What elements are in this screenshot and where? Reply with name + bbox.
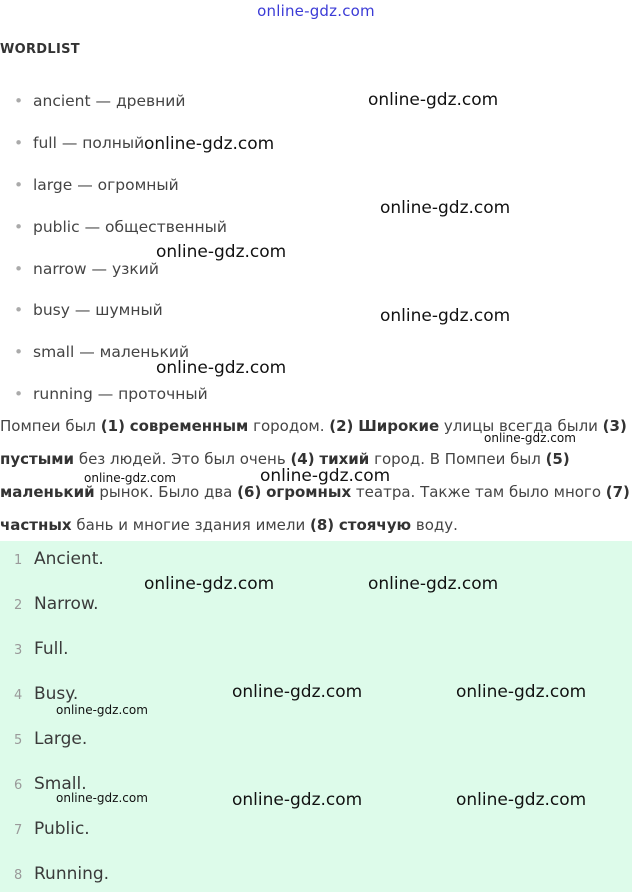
bullet-icon: • xyxy=(14,92,24,110)
site-header-link[interactable]: online-gdz.com xyxy=(257,2,375,20)
word-pair: busy — шумный xyxy=(33,301,163,319)
bullet-icon: • xyxy=(14,343,24,361)
bullet-icon: • xyxy=(14,218,24,236)
answer-text: Large. xyxy=(34,729,88,749)
watermark-text: online-gdz.com xyxy=(232,682,363,702)
answer-text: Small. xyxy=(34,774,87,794)
answer-word: частных xyxy=(0,516,72,534)
answer-text: Running. xyxy=(34,864,110,884)
answer-number: 3 xyxy=(14,643,23,658)
watermark-text: online-gdz.com xyxy=(144,134,275,154)
answer-number: 6 xyxy=(14,778,23,793)
list-item xyxy=(14,385,208,403)
answer-row xyxy=(14,639,68,659)
answer-word: стоячую xyxy=(338,516,412,534)
answer-text: Public. xyxy=(34,819,90,839)
watermark-text: online-gdz.com xyxy=(456,790,587,810)
list-item xyxy=(14,260,159,278)
answer-word: огромных xyxy=(266,483,352,501)
wordlist-title: WORDLIST xyxy=(0,42,80,57)
answer-number: 2 xyxy=(14,598,23,613)
answer-text: Full. xyxy=(34,639,69,659)
bullet-icon: • xyxy=(14,176,24,194)
answer-word: Широкие xyxy=(358,417,440,435)
answer-word: маленький xyxy=(0,483,95,501)
answer-word: современным xyxy=(129,417,249,435)
answer-row xyxy=(14,819,90,839)
watermark-text: online-gdz.com xyxy=(368,90,499,110)
bullet-icon: • xyxy=(14,134,24,152)
word-pair: large — огромный xyxy=(33,176,179,194)
bullet-icon: • xyxy=(14,260,24,278)
watermark-text: online-gdz.com xyxy=(232,790,363,810)
paragraph-line: частных бань и многие здания имели (8) стоячую воду. xyxy=(0,516,458,534)
watermark-text: online-gdz.com xyxy=(56,791,148,805)
bullet-icon: • xyxy=(14,301,24,319)
watermark-text: online-gdz.com xyxy=(260,466,391,486)
watermark-text: online-gdz.com xyxy=(56,703,148,717)
word-pair: narrow — узкий xyxy=(33,260,159,278)
watermark-text: online-gdz.com xyxy=(156,358,287,378)
watermark-text: online-gdz.com xyxy=(380,306,511,326)
answer-row xyxy=(14,864,109,884)
watermark-text: online-gdz.com xyxy=(380,198,511,218)
answer-row xyxy=(14,729,87,749)
word-pair: ancient — древний xyxy=(33,92,186,110)
list-item xyxy=(14,301,163,319)
watermark-text: online-gdz.com xyxy=(484,431,576,445)
word-pair: full — полный xyxy=(33,134,145,152)
answer-word: тихий xyxy=(319,450,370,468)
watermark-text: online-gdz.com xyxy=(368,574,499,594)
answer-row xyxy=(14,684,78,704)
bullet-icon: • xyxy=(14,385,24,403)
watermark-text: online-gdz.com xyxy=(456,682,587,702)
list-item xyxy=(14,176,179,194)
answer-number: 7 xyxy=(14,823,23,838)
answer-number: 8 xyxy=(14,868,23,883)
watermark-text: online-gdz.com xyxy=(84,471,176,485)
answer-text: Narrow. xyxy=(34,594,99,614)
paragraph-line: маленький рынок. Было два (6) огромных театра. Также там было много (7) xyxy=(0,483,630,501)
answer-number: 4 xyxy=(14,688,23,703)
word-pair: running — проточный xyxy=(33,385,208,403)
answer-row xyxy=(14,549,104,569)
paragraph-line: пустыми без людей. Это был очень (4) тихий город. В Помпеи был (5) xyxy=(0,450,570,468)
watermark-text: online-gdz.com xyxy=(144,574,275,594)
answer-word: пустыми xyxy=(0,450,75,468)
answer-number: 1 xyxy=(14,553,23,568)
paragraph-line: Помпеи был (1) современным городом. (2) Широкие улицы всегда были (3) xyxy=(0,417,627,435)
list-item xyxy=(14,218,227,236)
answer-text: Busy. xyxy=(34,684,79,704)
list-item xyxy=(14,92,185,110)
word-pair: public — общественный xyxy=(33,218,227,236)
list-item xyxy=(14,134,144,152)
answer-number: 5 xyxy=(14,733,23,748)
watermark-text: online-gdz.com xyxy=(156,242,287,262)
answer-text: Ancient. xyxy=(34,549,104,569)
word-pair: small — маленький xyxy=(33,343,190,361)
answer-row xyxy=(14,594,99,614)
